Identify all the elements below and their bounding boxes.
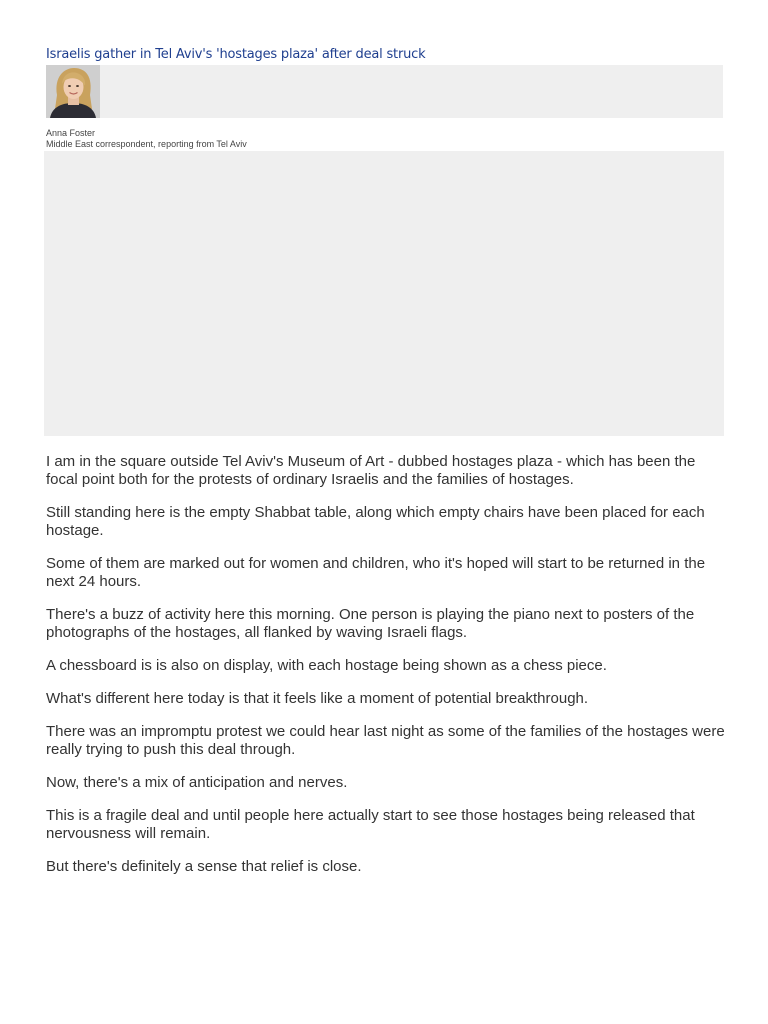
article-paragraph: But there's definitely a sense that relief is close. <box>46 858 362 875</box>
article-paragraph: Now, there's a mix of anticipation and nerves. <box>46 774 348 791</box>
article-paragraph: There was an impromptu protest we could hear last night as some of the families of the hostages were really trying to push this deal through. <box>46 723 725 758</box>
article-body <box>46 453 726 891</box>
author-avatar <box>46 65 100 118</box>
author-banner <box>46 65 723 118</box>
media-placeholder <box>44 151 724 436</box>
article-paragraph: Some of them are marked out for women and children, who it's hoped will start to be returned in the next 24 hours. <box>46 555 706 590</box>
article-paragraph: A chessboard is is also on display, with each hostage being shown as a chess piece. <box>46 657 607 674</box>
author-role: Middle East correspondent, reporting from Tel Aviv <box>46 139 247 149</box>
author-name: Anna Foster <box>46 128 96 138</box>
article-paragraph: Still standing here is the empty Shabbat table, along which empty chairs have been placed for each hostage. <box>46 504 705 539</box>
article-paragraph: I am in the square outside Tel Aviv's Museum of Art - dubbed hostages plaza - which has been the focal point both for the protests of ordinary Israelis and the families of hostages. <box>46 453 696 488</box>
author-portrait-icon <box>46 65 100 118</box>
article-paragraph: There's a buzz of activity here this morning. One person is playing the piano next to posters of the photographs of the hostages, all flanked by waving Israeli flags. <box>46 606 695 641</box>
article-headline[interactable]: Israelis gather in Tel Aviv's 'hostages plaza' after deal struck <box>46 47 426 62</box>
article-paragraph: What's different here today is that it feels like a moment of potential breakthrough. <box>46 690 589 707</box>
article-paragraph: This is a fragile deal and until people here actually start to see those hostages being released that nervousness will remain. <box>46 807 695 842</box>
